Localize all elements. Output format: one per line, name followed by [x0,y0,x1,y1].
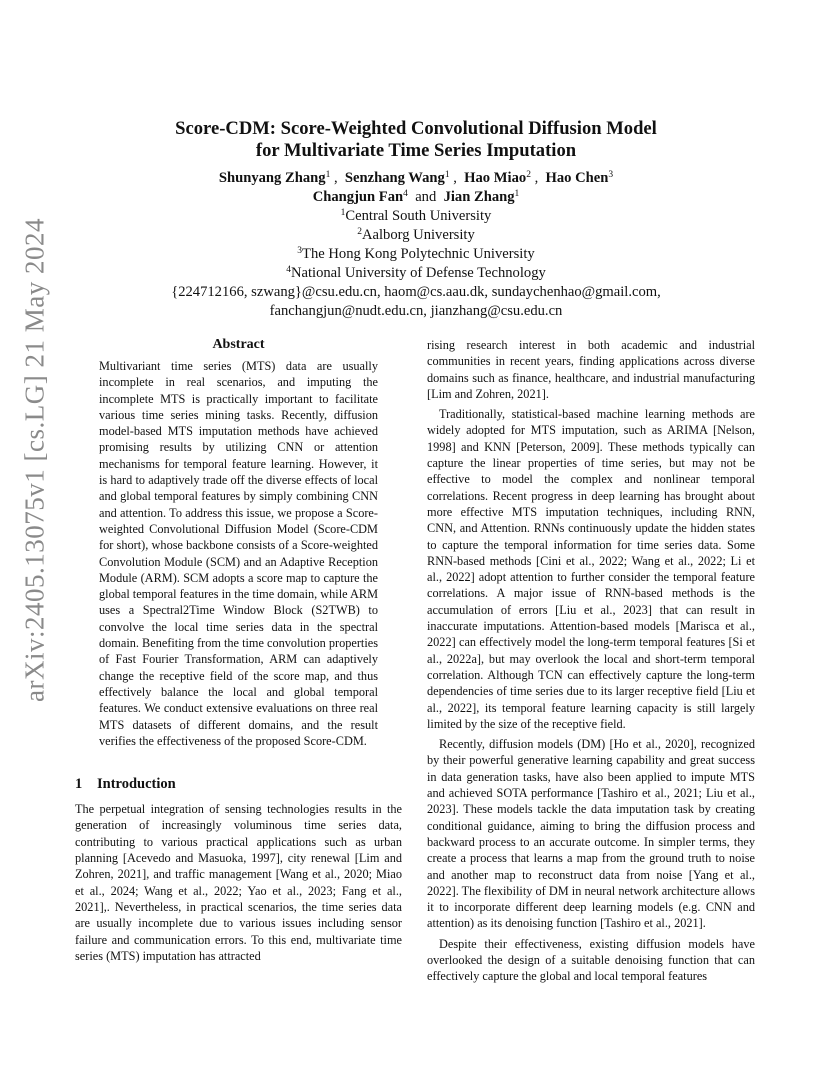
author-name: Senzhang Wang [344,170,445,186]
authors-line-2 [100,188,732,207]
author-conjunction: and [415,189,437,205]
affiliation [100,226,732,245]
affiliation-mark: 3 [297,246,303,256]
abstract-body [75,358,402,749]
intro-paragraph: The perpetual integration of sensing technologies results in the generation of increasingly voluminous time series data, contributing to various practical applications such as urban planning [Acevedo and Masuoka, 1997], city renewal [Lim and Zohren, 2021], and traffic management [Wang et al., 2020; Miao et al., 2024; Wang et al., 2022; Yao et al., 2023; Fang et al., 2021],. Nevertheless, in practical scenarios, the time series data are usually incomplete due to various issues including sensor failure and communication errors. To this end, multivariate time series (MTS) imputation has attracted [75,802,402,963]
abstract-text: Multivariant time series (MTS) data are usually incomplete in real scenarios, and imputing the incomplete MTS is practically important to facilitate various time series mining tasks. Recently, diffusion model-based MTS imputation methods have achieved promising results by utilizing CNN or attention mechanisms for temporal feature learning. However, it is hard to adaptively trade off the diverse effects of local and global temporal features by simply combining CNN and attention. To address this issue, we propose a Score-weighted Convolutional Diffusion Model (Score-CDM for short), whose backbone consists of a Score-weighted Convolution Module (SCM) and an Adaptive Reception Module (ARM). SCM adopts a score map to capture the global temporal features in the time domain, while ARM uses a Spectral2Time Window Block (S2TWB) to convolve the local time series data in the spectral domain. Benefiting from the time convolution properties of Fast Fourier Transformation, ARM can adaptively change the receptive field of the score map, and thus effectively balance the local and global temporal features. We conduct extensive evaluations on three real MTS datasets of different domains, and the result verifies the effectiveness of the proposed Score-CDM. [99,359,379,748]
body-paragraph: Recently, diffusion models (DM) [Ho et al., 2020], recognized by their powerful generative learning capability and great success in data generation tasks, have also been applied to impute MTS and achieved SOTA performance [Tashiro et al., 2021; Liu et al., 2023]. These models tackle the data imputation task by creating conditional guidance, aiming to bring the diffusion process and backward process to an accurate outcome. In simpler terms, they create a process that learns a map from the ground truth to noise and another map to reconstruct data from noise [Yang et al., 2022]. The flexibility of DM in neural network architecture allows it to incorporate different deep learning models (e.g. CNN and attention) as its denoising function [Tashiro et al., 2021]. [427,737,755,931]
author-name: Hao Chen [545,170,609,186]
author-affil-mark: 4 [403,189,408,199]
author-affil-mark: 1 [514,189,520,199]
email-line: {224712166, szwang}@csu.edu.cn, haom@cs.aau.dk, sundaychenhao@gmail.com, [171,284,661,300]
affiliation [100,264,732,283]
affiliation [100,245,732,264]
author-name: Shunyang Zhang [218,170,326,186]
section-heading [75,775,402,793]
affiliation [100,207,732,226]
author-affil-mark: 3 [608,170,614,180]
author-list [100,169,732,207]
affiliation-name: The Hong Kong Polytechnic University [302,246,535,262]
author-affil-mark: 1 [325,170,331,180]
body-paragraph: Traditionally, statistical-based machine learning methods are widely adopted for MTS imputation, such as ARIMA [Nelson, 1998] and KNN [Peterson, 2009]. These methods typically can capture the linear properties of time series, but may not be effective to model the complex and nonlinear temporal correlations. Recent progress in deep learning has brought about more effective MTS imputation techniques, including RNN, CNN, and Attention. RNNs continuously update the hidden states to capture the temporal information for time series data. Some RNN-based methods [Cini et al., 2022; Wang et al., 2022; Li et al., 2022] adopt attention to further consider the temporal feature correlations. A major issue of RNN-based methods is the accumulation of errors [Liu et al., 2023] that can result in inaccurate imputations. Attention-based models [Marisca et al., 2022] can effectively model the long-term temporal features [Si et al., 2022a], but may overlook the local and short-term temporal correlation. Although TCN can effectively capture the long-term dependencies of time series due to its larger receptive field [Liu et al., 2022], its temporal feature learning capacity is still largely limited by the size of the receptive field. [427,407,755,731]
affiliation-mark: 2 [357,227,362,237]
affiliation-list [100,207,732,321]
right-column [427,337,755,985]
arxiv-identifier [10,218,60,702]
section-title: Introduction [97,776,176,793]
authors-line-1: Shunyang Zhang$^1$ , Senzhang Wang$^1$ , Hao Miao$^2$ , Hao Chen$^3$ [218,170,614,186]
affiliation-name: Aalborg University [361,227,475,243]
author-affil-mark: 1 [444,170,450,180]
section-number: 1 [75,776,83,793]
title-line-2: for Multivariate Time Series Imputation [255,140,577,161]
arxiv-identifier-text: arXiv:2405.13075v1 [cs.LG] 21 May 2024 [19,218,50,702]
body-paragraph: Despite their effectiveness, existing diffusion models have overlooked the design of a suitable denoising function that can effectively capture the global and local temporal features [427,936,755,984]
author-name: Hao Miao [464,170,527,186]
affiliation-name: National University of Defense Technology [290,265,546,281]
affiliation-name: Central South University [345,208,492,224]
affiliation-mark: 1 [340,208,346,218]
body-paragraph: rising research interest in both academic and industrial communities in recent years, finding applications across diverse domains such as finance, healthcare, and industrial manufacturing [Lim and Zohren, 2021]. [427,338,755,401]
affiliation-mark: 4 [286,265,291,275]
author-name: Changjun Fan [312,189,404,205]
paper-header [100,118,732,321]
title-line-1: Score-CDM: Score-Weighted Convolutional Diffusion Model [175,118,657,139]
author-name: Jian Zhang [443,189,515,205]
left-column [75,336,402,964]
author-affil-mark: 2 [526,170,531,180]
abstract-heading: Abstract [212,337,265,352]
email-line: fanchangjun@nudt.edu.cn, jianzhang@csu.edu.cn [269,303,563,319]
paper-title [100,118,732,162]
